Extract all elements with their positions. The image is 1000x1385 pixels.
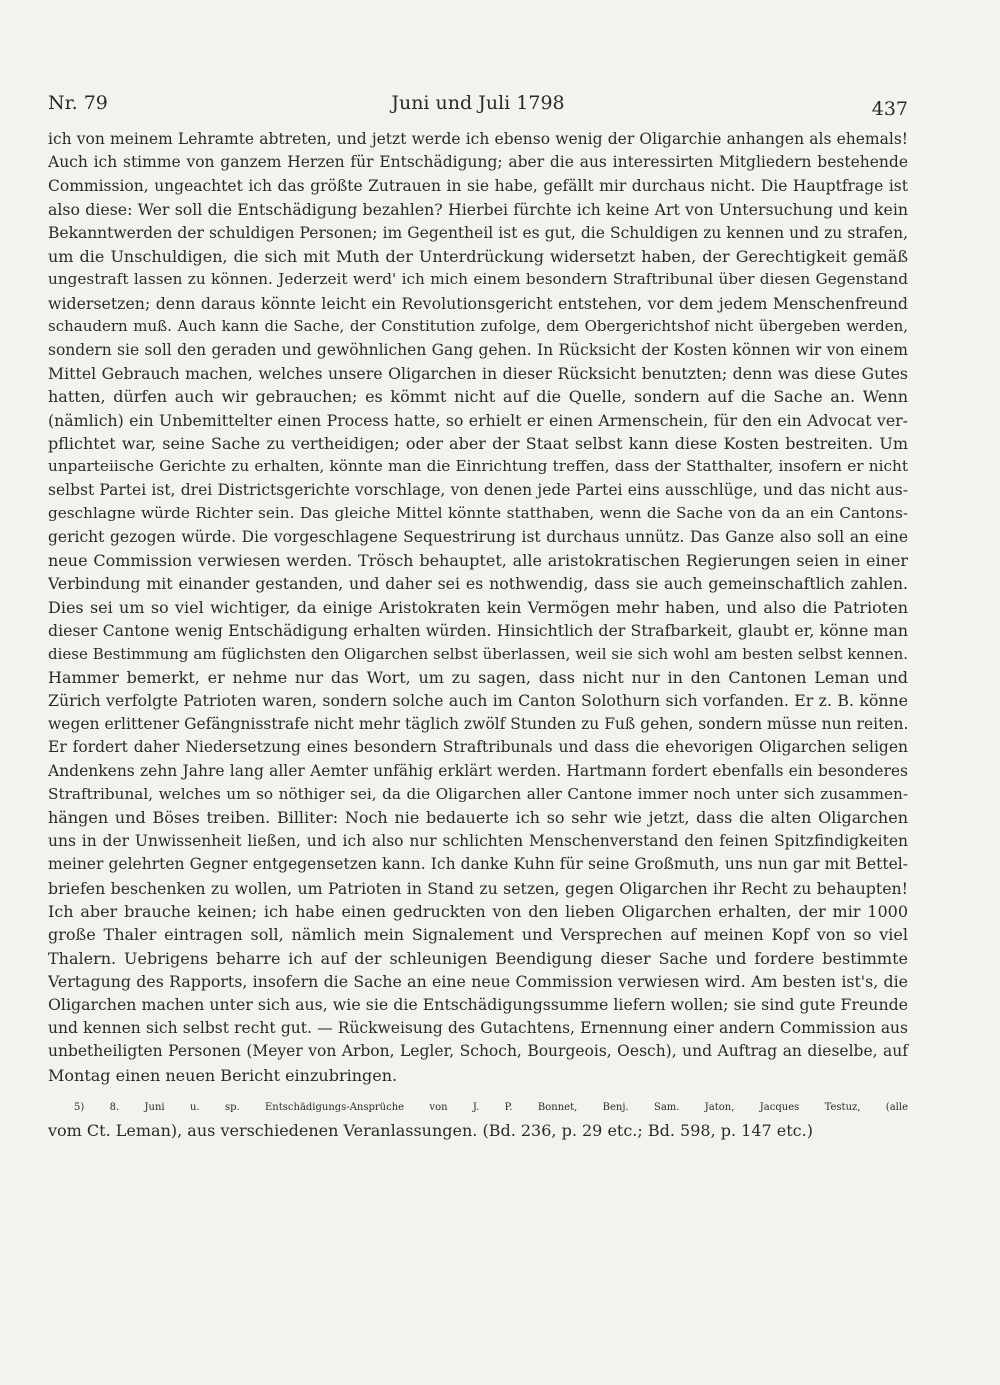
text-line: Oligarchen machen unter sich aus, wie sie die Entschädigungssumme liefern wollen; sie sind gute Freunde: [48, 995, 908, 1015]
text-line: Er fordert daher Niedersetzung eines besondern Straftribunals und dass die ehevorigen Oligarchen seligen: [48, 738, 908, 757]
text-line: Vertagung des Rapports, insofern die Sache an eine neue Commission verwiesen wird. Am besten ist's, die: [48, 972, 908, 992]
text-line: Mittel Gebrauch machen, welches unsere Oligarchen in dieser Rücksicht benutzten; denn was diese Gutes: [48, 363, 908, 383]
text-line: uns in der Unwissenheit ließen, und ich also nur schlichten Menschenverstand den feinen Spitzfindigkeiten: [48, 831, 908, 850]
text-line: Bekanntwerden der schuldigen Personen; im Gegentheil ist es gut, die Schuldigen zu kennen und zu strafen,: [48, 223, 908, 242]
text-line: pflichtet war, seine Sache zu vertheidigen; oder aber der Staat selbst kann diese Kosten bestreiten. Um: [48, 434, 908, 454]
text-line: Straftribunal, welches um so nöthiger sei, da die Oligarchen aller Cantone immer noch unter sich zusammen-: [48, 784, 908, 803]
text-line: Montag einen neuen Bericht einzubringen.: [48, 1065, 398, 1085]
text-line: große Thaler eintragen soll, nämlich mein Signalement und Versprechen auf meinen Kopf von so viel: [48, 925, 908, 945]
text-line: gericht gezogen würde. Die vorgeschlagene Sequestrirung ist durchaus unnütz. Das Ganze also soll an eine: [48, 527, 908, 546]
page-header: [48, 92, 908, 122]
text-line: schaudern muß. Auch kann die Sache, der Constitution zufolge, dem Obergerichtshof nicht übergeben werden,: [48, 317, 908, 336]
text-line: (nämlich) ein Unbemittelter einen Process hatte, so erhielt er einen Armenschein, für den ein Advocat ver-: [48, 410, 908, 430]
text-line: sondern sie soll den geraden und gewöhnlichen Gang gehen. In Rücksicht der Kosten können wir von einem: [48, 340, 908, 359]
page-number: 437: [871, 98, 908, 120]
text-line: selbst Partei ist, drei Districtsgerichte vorschlage, von denen jede Partei eins ausschlüge, und das nicht aus-: [48, 480, 908, 499]
text-line: hängen und Böses treiben. Billiter: Noch nie bedauerte ich so sehr wie jetzt, dass die alten Oligarchen: [48, 808, 908, 828]
footnote-line: vom Ct. Leman), aus verschiedenen Veranlassungen. (Bd. 236, p. 29 etc.; Bd. 598, p. 147 etc.): [48, 1121, 813, 1141]
text-line: Zürich verfolgte Patrioten waren, sondern solche auch im Canton Solothurn sich vorfanden. Er z. B. könne: [48, 691, 908, 711]
text-line: ungestraft lassen zu können. Jederzeit werd' ich mich einem besondern Straftribunal über diesen Gegenstand: [48, 270, 908, 289]
text-line: dieser Cantone wenig Entschädigung erhalten würden. Hinsichtlich der Strafbarkeit, glaubt er, könne man: [48, 621, 908, 641]
text-line: und kennen sich selbst recht gut. — Rückweisung des Gutachtens, Ernennung einer andern Commission aus: [48, 1018, 908, 1037]
text-line: Dies sei um so viel wichtiger, da einige Aristokraten kein Vermögen mehr haben, und also die Patrioten: [48, 597, 908, 617]
text-line: also diese: Wer soll die Entschädigung bezahlen? Hierbei fürchte ich keine Art von Untersuchung und kein: [48, 200, 908, 220]
text-line: Ich aber brauche keinen; ich habe einen gedruckten von den lieben Oligarchen erhalten, der mir 1000: [48, 901, 908, 921]
text-line: um die Unschuldigen, die sich mit Muth der Unterdrückung widersetzt haben, der Gerechtigkeit gemäß: [48, 246, 908, 266]
text-line: geschlagne würde Richter sein. Das gleiche Mittel könnte statthaben, wenn die Sache von da an ein Cantons-: [48, 504, 908, 523]
text-line: hatten, dürfen auch wir gebrauchen; es kömmt nicht auf die Quelle, sondern auf die Sache an. Wenn: [48, 387, 908, 407]
footnote-line: 5) 8. Juni u. sp. Entschädigungs-Ansprüche von J. P. Bonnet, Benj. Sam. Jaton, Jacques Testuz, (alle: [74, 1102, 908, 1113]
text-line: neue Commission verwiesen werden. Trösch behauptet, alle aristokratischen Regierungen seien in einer: [48, 551, 908, 571]
issue-number: Nr. 79: [48, 92, 108, 114]
running-title: Juni und Juli 1798: [391, 92, 565, 114]
text-line: Hammer bemerkt, er nehme nur das Wort, um zu sagen, dass nicht nur in den Cantonen Leman und: [48, 667, 908, 687]
text-line: meiner gelehrten Gegner entgegensetzen kann. Ich danke Kuhn für seine Großmuth, uns nun gar mit Bettel-: [48, 855, 908, 874]
text-line: unparteiische Gerichte zu erhalten, könnte man die Einrichtung treffen, dass der Statthalter, insofern er nicht: [48, 457, 908, 476]
text-line: Verbindung mit einander gestanden, und daher sei es nothwendig, dass sie auch gemeinschaftlich zahlen.: [48, 574, 908, 594]
text-line: Andenkens zehn Jahre lang aller Aemter unfähig erklärt werden. Hartmann fordert ebenfalls ein besonderes: [48, 761, 908, 780]
text-line: wegen erlittener Gefängnisstrafe nicht mehr täglich zwölf Stunden zu Fuß gehen, sondern müsse nun reiten.: [48, 714, 909, 733]
text-line: Commission, ungeachtet ich das größte Zutrauen in sie habe, gefällt mir durchaus nicht. Die Hauptfrage ist: [48, 176, 908, 195]
text-line: widersetzen; denn daraus könnte leicht ein Revolutionsgericht entstehen, vor dem jedem Menschenfreund: [48, 293, 908, 313]
text-line: briefen beschenken zu wollen, um Patrioten in Stand zu setzen, gegen Oligarchen ihr Recht zu behaupten!: [48, 878, 908, 898]
text-line: unbetheiligten Personen (Meyer von Arbon, Legler, Schoch, Bourgeois, Oesch), und Auftrag an dieselbe, auf: [48, 1042, 908, 1061]
footnote: [48, 1096, 908, 1143]
text-line: Thalern. Uebrigens beharre ich auf der schleunigen Beendigung dieser Sache und fordere bestimmte: [48, 948, 908, 968]
body-paragraph: [48, 128, 908, 1087]
text-line: ich von meinem Lehramte abtreten, und jetzt werde ich ebenso wenig der Oligarchie anhangen als ehemals!: [48, 130, 908, 148]
text-line: diese Bestimmung am füglichsten den Oligarchen selbst überlassen, weil sie sich wohl am besten selbst kennen.: [48, 644, 908, 663]
text-line: Auch ich stimme von ganzem Herzen für Entschädigung; aber die aus interessirten Mitgliedern bestehende: [48, 153, 908, 172]
